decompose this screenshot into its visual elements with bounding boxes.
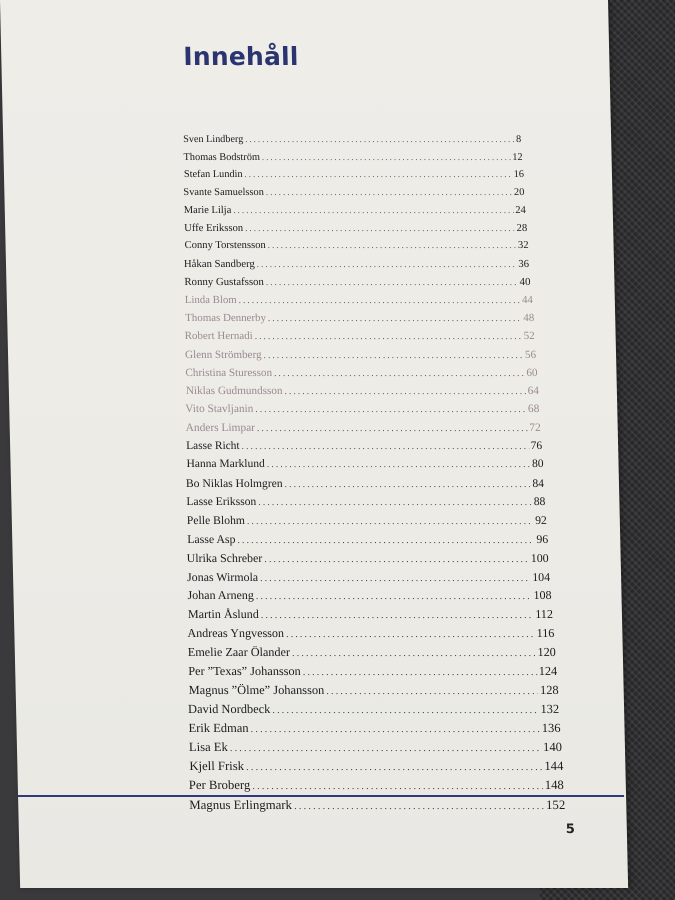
toc-entry: [187, 514, 547, 527]
toc-entry-page: 96: [536, 532, 549, 546]
toc-leader-dots: [262, 153, 511, 162]
toc-entry: [187, 570, 550, 585]
toc-entry: [185, 403, 539, 415]
toc-leader-dots: [292, 648, 536, 659]
toc-entry-name: Robert Hernadi: [184, 330, 253, 342]
toc-leader-dots: [326, 686, 538, 697]
toc-entry-name: Svante Samuelsson: [183, 187, 265, 198]
toc-entry-name: Per ”Texas” Johansson: [188, 664, 301, 678]
toc-entry: [186, 385, 539, 397]
toc-leader-dots: [260, 574, 530, 584]
toc-entry-name: Thomas Bodström: [183, 152, 261, 163]
toc-entry-page: 44: [521, 294, 533, 306]
toc-entry-page: 132: [540, 702, 560, 716]
toc-entry: [185, 367, 537, 379]
toc-entry-page: 56: [524, 349, 537, 361]
toc-entry: [183, 134, 521, 145]
toc-leader-dots: [303, 667, 537, 678]
toc-entry-name: Christina Sturesson: [185, 367, 273, 379]
toc-entry-name: Ulrika Schreber: [186, 551, 263, 565]
toc-leader-dots: [261, 610, 534, 621]
toc-entry-name: David Nordbeck: [187, 702, 271, 716]
toc-entry-page: 72: [529, 422, 541, 434]
toc-entry-name: Bo Niklas Holmgren: [185, 477, 283, 490]
toc-entry-name: Martin Åslund: [187, 607, 259, 621]
toc-entry: [184, 276, 530, 288]
toc-entry-page: 40: [519, 276, 531, 288]
toc-leader-dots: [256, 591, 532, 602]
toc-entry-name: Kjell Frisk: [189, 759, 245, 773]
toc-entry-name: Niklas Gudmundsson: [185, 385, 283, 397]
toc-leader-dots: [241, 441, 528, 451]
toc-entry-page: 152: [545, 798, 566, 812]
toc-entry-name: Erik Edman: [188, 721, 249, 735]
toc-leader-dots: [247, 517, 533, 527]
toc-entry: [188, 645, 556, 660]
toc-leader-dots: [255, 404, 526, 414]
toc-leader-dots: [284, 386, 525, 396]
toc-leader-dots: [272, 705, 538, 716]
toc-entry: [186, 477, 544, 490]
toc-entry-name: Stefan Lundin: [183, 169, 243, 180]
toc-entry-name: Anders Limpar: [185, 422, 256, 434]
toc-entry-page: 148: [544, 778, 564, 792]
toc-entry: [188, 721, 560, 736]
toc-leader-dots: [239, 295, 521, 305]
toc-entry: [187, 626, 554, 641]
toc-entry: [184, 330, 534, 342]
toc-leader-dots: [268, 313, 522, 323]
toc-entry-name: Lisa Ek: [188, 740, 228, 754]
toc-entry-name: Thomas Dennerby: [185, 312, 267, 324]
toc-entry: [189, 798, 565, 813]
toc-entry: [188, 607, 553, 622]
toc-entry: [184, 258, 529, 270]
toc-entry: [184, 223, 527, 234]
toc-entry-page: 32: [517, 240, 529, 251]
toc-entry-name: Ronny Gustafsson: [184, 276, 265, 288]
toc-entry-page: 112: [535, 607, 554, 621]
toc-entry-page: 88: [533, 495, 546, 508]
toc-leader-dots: [244, 170, 511, 179]
toc-entry-page: 104: [532, 570, 551, 584]
toc-entry-name: Magnus ”Ölme” Johansson: [188, 683, 325, 697]
toc-entry-page: 48: [523, 312, 535, 324]
toc-entry: [185, 349, 536, 361]
toc-entry: [183, 152, 522, 163]
toc-entry: [183, 187, 524, 198]
toc-leader-dots: [252, 781, 543, 792]
toc-leader-dots: [285, 480, 531, 490]
toc-leader-dots: [246, 762, 543, 773]
toc-entry: [189, 778, 564, 793]
toc-entry-page: 116: [536, 626, 555, 640]
toc-entry-page: 28: [516, 223, 528, 234]
toc-leader-dots: [268, 240, 516, 250]
toc-entry: [186, 495, 545, 508]
toc-entry: [187, 551, 549, 566]
toc-entry-name: Sven Lindberg: [183, 134, 244, 145]
toc-entry: [188, 702, 559, 717]
toc-entry-page: 108: [533, 588, 552, 602]
toc-entry: [188, 664, 557, 679]
toc-entry-page: 36: [518, 258, 530, 270]
toc-entry-name: Håkan Sandberg: [183, 258, 255, 270]
toc-leader-dots: [266, 277, 518, 287]
toc-entry: [184, 205, 526, 216]
toc-entry-name: Per Broberg: [188, 778, 251, 792]
toc-entry-name: Lasse Richt: [185, 440, 240, 452]
toc-leader-dots: [294, 801, 544, 812]
toc-leader-dots: [258, 498, 532, 508]
toc-entry-name: Marie Lilja: [183, 205, 232, 216]
footer-rule: [18, 795, 624, 797]
toc-entry-name: Johan Arneng: [187, 588, 254, 602]
toc-entry: [186, 440, 542, 452]
toc-leader-dots: [245, 223, 515, 233]
toc-entry-page: 120: [537, 645, 556, 659]
toc-entry: [184, 169, 524, 180]
toc-entry-page: 20: [513, 187, 525, 198]
toc-entry-page: 140: [542, 740, 563, 754]
toc-entry-name: Andreas Yngvesson: [187, 626, 285, 640]
toc-leader-dots: [255, 331, 522, 341]
toc-leader-dots: [274, 368, 525, 378]
toc-entry: [187, 532, 548, 547]
toc-entry: [187, 588, 551, 603]
toc-leader-dots: [257, 259, 517, 269]
toc-entry-name: Hanna Marklund: [186, 458, 265, 470]
toc-leader-dots: [230, 743, 542, 754]
toc-entry-page: 80: [531, 458, 544, 470]
toc-leader-dots: [286, 629, 535, 640]
page-title: Innehåll: [182, 42, 299, 71]
toc-entry: [186, 458, 543, 470]
toc-leader-dots: [267, 459, 530, 469]
toc-entry: [188, 683, 558, 698]
toc-entry-name: Jonas Wirmola: [186, 570, 259, 584]
toc-entry-page: 84: [532, 477, 545, 490]
toc-entry-name: Conny Torstensson: [184, 240, 266, 251]
toc-entry-page: 12: [512, 152, 523, 163]
toc-entry-page: 92: [534, 514, 547, 527]
toc-leader-dots: [233, 206, 513, 215]
toc-entry-page: 8: [515, 134, 522, 145]
toc-entry: [185, 312, 534, 324]
toc-entry-name: Magnus Erlingmark: [189, 798, 293, 812]
toc-entry-page: 68: [527, 403, 540, 415]
toc-leader-dots: [237, 536, 534, 546]
toc-leader-dots: [245, 135, 514, 144]
toc-entry-name: Linda Blom: [184, 294, 237, 306]
toc-entry: [189, 759, 563, 774]
toc-entry-page: 144: [544, 759, 564, 773]
toc-entry: [189, 740, 562, 755]
toc-entry-name: Emelie Zaar Ölander: [187, 645, 291, 659]
toc-leader-dots: [250, 724, 539, 735]
toc-entry-page: 52: [523, 330, 535, 342]
toc-entry-page: 16: [513, 169, 525, 180]
toc-leader-dots: [263, 350, 523, 360]
toc-entry: [185, 294, 533, 306]
toc-entry-page: 60: [526, 367, 538, 379]
toc-entry-page: 24: [515, 205, 526, 216]
toc-entry: [186, 422, 541, 434]
toc-entry-name: Uffe Eriksson: [184, 223, 244, 234]
toc-entry-page: 128: [539, 683, 559, 697]
toc-entry: [184, 240, 528, 251]
toc-entry-page: 76: [530, 440, 543, 452]
toc-leader-dots: [266, 188, 512, 197]
page-number: 5: [565, 822, 576, 837]
toc-entry-name: Glenn Strömberg: [184, 349, 262, 361]
toc-leader-dots: [264, 555, 529, 565]
toc-entry-page: 100: [530, 551, 549, 565]
toc-entry-name: Lasse Asp: [187, 532, 236, 546]
toc-entry-page: 64: [527, 385, 540, 397]
toc-entry-page: 136: [541, 721, 561, 735]
toc-leader-dots: [257, 423, 528, 433]
toc-entry-name: Lasse Eriksson: [186, 495, 257, 508]
toc-entry-name: Pelle Blohm: [186, 514, 246, 527]
toc-entry-page: 124: [538, 664, 558, 678]
toc-entry-name: Vito Stavljanin: [185, 403, 254, 415]
